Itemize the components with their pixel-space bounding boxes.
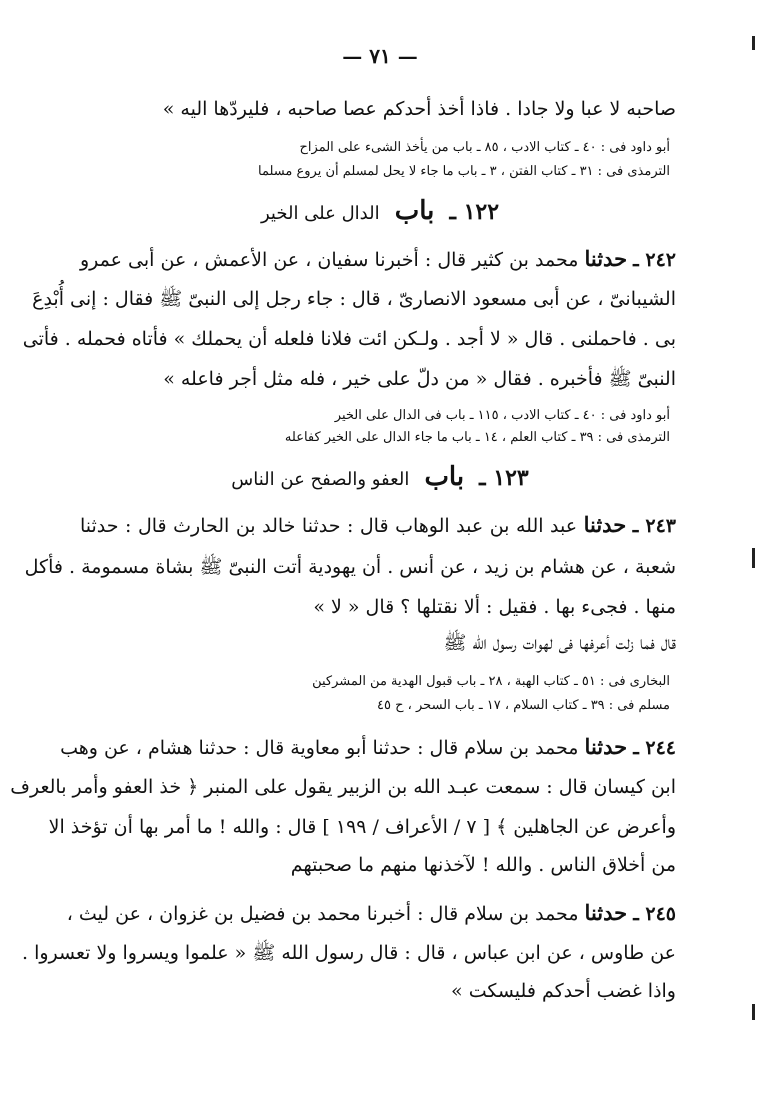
hadith-244-line: [60, 732, 676, 764]
text-line: شعبة ، عن هشام بن زيد ، عن أنس . أن يهودية أتت النبىّ ﷺ بشاة مسمومة . فأكل: [24, 556, 676, 578]
chapter-number: ١٢٣ ـ: [479, 465, 529, 491]
chapter-bab-word: باب: [394, 196, 435, 226]
reference-line: مسلم فى : ٣٩ ـ كتاب السلام ، ١٧ ـ باب السحر ، ح ٤٥: [377, 698, 670, 713]
text-line: منها . فجىء بها . فقيل : ألا نقتلها ؟ قال « لا »: [313, 596, 676, 618]
text-line: عن طاوس ، عن ابن عباس ، قال : قال رسول الله ﷺ « علموا ويسروا ولا تعسروا .: [22, 942, 676, 964]
text-line: الشيبانىّ ، عن أبى مسعود الانصارىّ ، قال : جاء رجل إلى النبىّ ﷺ فقال : إنى أُبْدِعَ: [32, 288, 676, 310]
hadith-number: ٢٤٥ ـ: [633, 903, 676, 925]
hadith-number: ٢٤٢ ـ: [633, 249, 676, 271]
hadith-text: محمد بن كثير قال : أخبرنا سفيان ، عن الأعمش ، عن أبى عمرو: [80, 249, 579, 271]
reference-line: البخارى فى : ٥١ ـ كتاب الهبة ، ٢٨ ـ باب قبول الهدية من المشركين: [312, 674, 670, 689]
text-line: قال فما زلت أعرفها فى لهوات رسول الله ﷺ: [443, 632, 676, 654]
hadith-text: عبد الله بن عبد الوهاب قال : حدثنا خالد بن الحارث قال : حدثنا: [80, 515, 578, 537]
hadith-number: ٢٤٤ ـ: [633, 737, 676, 759]
page-number: — ٧١ —: [342, 44, 418, 68]
hadith-242-line: [80, 244, 676, 276]
chapter-heading-123: [0, 462, 760, 496]
hadith-text: محمد بن سلام قال : أخبرنا محمد بن فضيل بن غزوان ، عن ليث ،: [66, 903, 579, 925]
hadith-keyword: حدثنا: [584, 734, 628, 759]
reference-line: أبو داود فى : ٤٠ ـ كتاب الادب ، ٨٥ ـ باب من يأخذ الشىء على المزاح: [299, 140, 670, 155]
chapter-title: العفو والصفح عن الناس: [231, 469, 410, 490]
text-line: صاحبه لا عبا ولا جادا . فاذا أخذ أحدكم عصا صاحبه ، فليردّها اليه »: [162, 98, 676, 120]
hadith-245-line: [66, 898, 676, 930]
chapter-title: الدال على الخير: [260, 203, 380, 224]
hadith-text: محمد بن سلام قال : حدثنا أبو معاوية قال : حدثنا هشام ، عن وهب: [60, 737, 579, 759]
hadith-keyword: حدثنا: [584, 246, 628, 271]
chapter-heading-122: [0, 196, 760, 230]
text-line: واذا غضب أحدكم فليسكت »: [451, 980, 676, 1002]
scan-edge-mark: [752, 548, 755, 568]
hadith-keyword: حدثنا: [584, 900, 628, 925]
reference-line: أبو داود فى : ٤٠ ـ كتاب الادب ، ١١٥ ـ باب فى الدال على الخير: [334, 408, 670, 423]
hadith-keyword: حدثنا: [583, 512, 627, 537]
hadith-number: ٢٤٣ ـ: [632, 515, 676, 537]
text-line: من أخلاق الناس . والله ! لآخذنها منهم ما صحبتهم: [290, 854, 676, 876]
scan-edge-mark: [752, 36, 755, 50]
text-line: بى . فاحملنى . قال « لا أجد . ولـكن ائت فلانا فلعله أن يحملك » فأتاه فحمله . فأتى: [22, 328, 676, 350]
hadith-243-line: [80, 510, 676, 542]
text-line: النبىّ ﷺ فأخبره . فقال « من دلّ على خير ، فله مثل أجر فاعله »: [163, 368, 676, 390]
scan-edge-mark: [752, 1004, 755, 1020]
chapter-bab-word: باب: [424, 462, 465, 492]
reference-line: الترمذى فى : ٣٩ ـ كتاب العلم ، ١٤ ـ باب ما جاء الدال على الخير كفاعله: [284, 430, 670, 445]
text-line: ابن كيسان قال : سمعت عبـد الله بن الزبير يقول على المنبر ﴿ خذ العفو وأمر بالعرف: [10, 776, 676, 798]
chapter-number: ١٢٢ ـ: [449, 199, 500, 225]
text-line: وأعرض عن الجاهلين ﴾ [ ٧ / الأعراف / ١٩٩ ] قال : والله ! ما أمر بها أن تؤخذ الا: [48, 816, 676, 838]
reference-line: الترمذى فى : ٣١ ـ كتاب الفتن ، ٣ ـ باب ما جاء لا يحل لمسلم أن يروع مسلما: [258, 164, 670, 179]
